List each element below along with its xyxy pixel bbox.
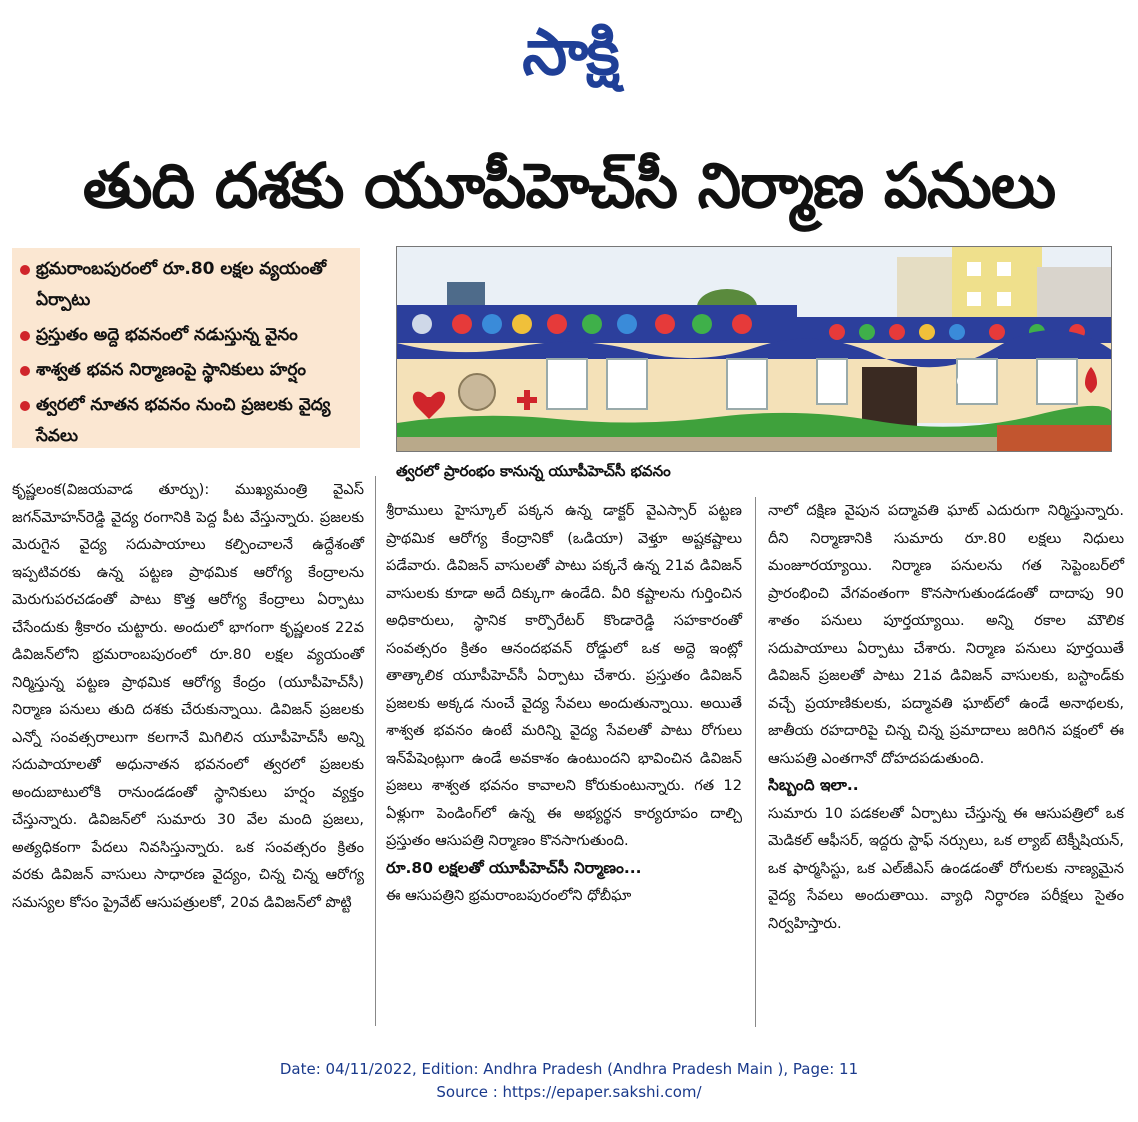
article-paragraph: నాలో దక్షిణ వైపున పద్మావతి ఘాట్ ఎదురుగా నిర్మిస్తున్నారు. దీని నిర్మాణానికి సుమారు రూ.80 లక్షలు నిధులు మంజూరయ్యాయి. నిర్మాణ పనులను గత సెప్టెంబర్‌లో ప్రారంభించి వేగవంతంగా కొనసాగుతుండడంతో దాదాపు 90 శాతం పనులు పూర్తయ్యాయి. అన్ని రకాల మౌలిక సదుపాయాలు ఏర్పాటు చేశారు. నిర్మాణ పనులు పూర్తయితే డివిజన్ ప్రజలతో పాటు 21వ డివిజన్ వాసులకు, బస్టాండ్‌కు వచ్చే ప్రయాణికులకు, పద్మావతి ఘాట్‌లో ఉండే అనాథలకు, జాతీయ రహదారిపై చిన్న చిన్న ప్రమాదాలు జరిగిన పక్షంలో ఈ ఆసుపత్రి ఎంతగానో దోహదపడుతుంది. <box>768 502 1124 767</box>
highlight-text: త్వరలో నూతన భవనం నుంచి ప్రజలకు వైద్య సేవలు <box>36 395 331 446</box>
photo-caption: త్వరలో ప్రారంభం కానున్న యూపీహెచ్‌సీ భవనం <box>396 462 671 480</box>
article-subhead: రూ.80 లక్షలతో యూపీహెచ్‌సీ నిర్మాణం... <box>386 858 642 877</box>
column-divider <box>375 476 376 1026</box>
bullet-icon <box>20 331 30 341</box>
article-paragraph: సుమారు 10 పడకలతో ఏర్పాటు చేస్తున్న ఈ ఆసుపత్రిలో ఒక మెడికల్ ఆఫీసర్, ఇద్దరు స్టాఫ్ నర్సులు, ఒక ల్యాబ్ టెక్నీషియన్, ఒక ఫార్మసిస్టు, ఒక ఎల్‌జీఎస్ ఉండడంతో రోగులకు నాణ్యమైన వైద్య సేవలు అందుతాయి. వ్యాధి నిర్ధారణ పరీక్షలు సైతం నిర్వహిస్తారు. <box>768 804 1124 932</box>
article-column-2 <box>386 497 742 910</box>
article-subhead: సిబ్బంది ఇలా.. <box>768 776 859 794</box>
sakshi-logo <box>470 8 670 98</box>
highlight-item <box>20 254 352 316</box>
highlight-text: భ్రమరాంబపురంలో రూ.80 లక్షల వ్యయంతో ఏర్పాటు <box>36 259 327 310</box>
article-column-1 <box>12 476 364 916</box>
bullet-icon <box>20 401 30 411</box>
source-link[interactable]: Source : https://epaper.sakshi.com/ <box>436 1083 702 1101</box>
bullet-icon <box>20 366 30 376</box>
uphc-building-photo <box>396 246 1112 452</box>
article-paragraph: శ్రీరాములు హైస్కూల్ పక్కన ఉన్న డాక్టర్ వైఎస్సార్ పట్టణ ప్రాథమిక ఆరోగ్య కేంద్రానికో (ఒడియా) వెళ్తూ అష్టకష్టాలు పడేవారు. డివిజన్ వాసులతో పాటు పక్కనే ఉన్న 21వ డివిజన్ వాసులకు కూడా అదే దిక్కుగా ఉండేది. వీరి కష్టాలను గుర్తించిన అధికారులు, స్థానిక కార్పొరేటర్ కొండారెడ్డి సహకారంతో సంవత్సరం క్రితం ఆనందభవన్ రోడ్డులో ఒక అద్దె ఇంట్లో తాత్కాలిక యూపీహెచ్‌సీ ఏర్పాటు చేశారు. ప్రస్తుతం డివిజన్ ప్రజలకు అక్కడ నుంచే వైద్య సేవలు అందుతున్నాయి. అయితే శాశ్వత భవనం ఉంటే మరిన్ని వైద్య సేవలతో పాటు రోగులు ఇన్‌పేషెంట్లుగా ఉండే అవకాశం ఉంటుందని భావించిన డివిజన్ ప్రజలు శాశ్వత భవనం కావాలని కోరుకుంటున్నారు. గత 12 ఏళ్లుగా పెండింగ్‌లో ఉన్న ఈ అభ్యర్థన కార్యరూపం దాల్చి ప్రస్తుతం ఆసుపత్రి నిర్మాణం కొనసాగుతుంది. <box>386 502 742 849</box>
highlight-text: శాశ్వత భవన నిర్మాణంపై స్థానికులు హర్షం <box>36 360 307 380</box>
article-column-3 <box>768 497 1124 937</box>
highlights-box <box>12 248 360 448</box>
bullet-icon <box>20 265 30 275</box>
highlight-item <box>20 390 352 452</box>
article-paragraph: ఈ ఆసుపత్రిని భ్రమరాంబపురంలోని ధోబీఘా <box>386 887 632 904</box>
edition-info: Date: 04/11/2022, Edition: Andhra Pradesh (Andhra Pradesh Main ), Page: 11 <box>279 1060 859 1078</box>
highlight-text: ప్రస్తుతం అద్దె భవనంలో నడుస్తున్న వైనం <box>36 325 298 345</box>
building-illustration <box>397 247 1112 452</box>
article-headline: తుది దశకు యూపీహెచ్‌సీ నిర్మాణ పనులు <box>82 149 1056 222</box>
logo-text: సాక్షి <box>522 16 618 90</box>
column-divider <box>755 497 756 1027</box>
article-paragraph: కృష్ణలంక(విజయవాడ తూర్పు): ముఖ్యమంత్రి వైఎస్ జగన్‌మోహన్‌రెడ్డి వైద్య రంగానికి పెద్ద పీట వేస్తున్నారు. ప్రజలకు మెరుగైన వైద్య సదుపాయాలు కల్పించాలనే ఉద్దేశంతో ఇప్పటివరకు ఉన్న పట్టణ ప్రాథమిక ఆరోగ్య కేంద్రాలను మెరుగుపరచడంతో పాటు కొత్త ఆరోగ్య కేంద్రాలు ఏర్పాటు చేసేందుకు శ్రీకారం చుట్టారు. అందులో భాగంగా కృష్ణలంక 22వ డివిజన్‌లోని భ్రమరాంబపురంలో రూ.80 లక్షల వ్యయంతో నిర్మిస్తున్న పట్టణ ప్రాథమిక ఆరోగ్య కేంద్రం (యూపీహెచ్‌సీ) నిర్మాణ పనులు తుది దశకు చేరుకున్నాయి. డివిజన్ ప్రజలకు ఎన్నో సంవత్సరాలుగా కలగానే మిగిలిన యూపీహెచ్‌సీ అన్ని సదుపాయాలతో అధునాతన భవనంలో త్వరలో ప్రజలకు అందుబాటులోకి రానుండడంతో స్థానికులు హర్షం వ్యక్తం చేస్తున్నారు. డివిజన్‌లో సుమారు 30 వేల మంది ప్రజలు, అత్యధికంగా పేదలు నివసిస్తున్నారు. ఒక సంవత్సరం క్రితం వరకు డివిజన్ వాసులు సాధారణ వైద్యం, చిన్న చిన్న ఆరోగ్య సమస్యల కోసం ప్రైవేట్ ఆసుపత్రులకో, 20వ డివిజన్‌లో పొట్టి <box>12 481 364 911</box>
highlight-item <box>20 320 352 351</box>
highlight-item <box>20 355 352 386</box>
